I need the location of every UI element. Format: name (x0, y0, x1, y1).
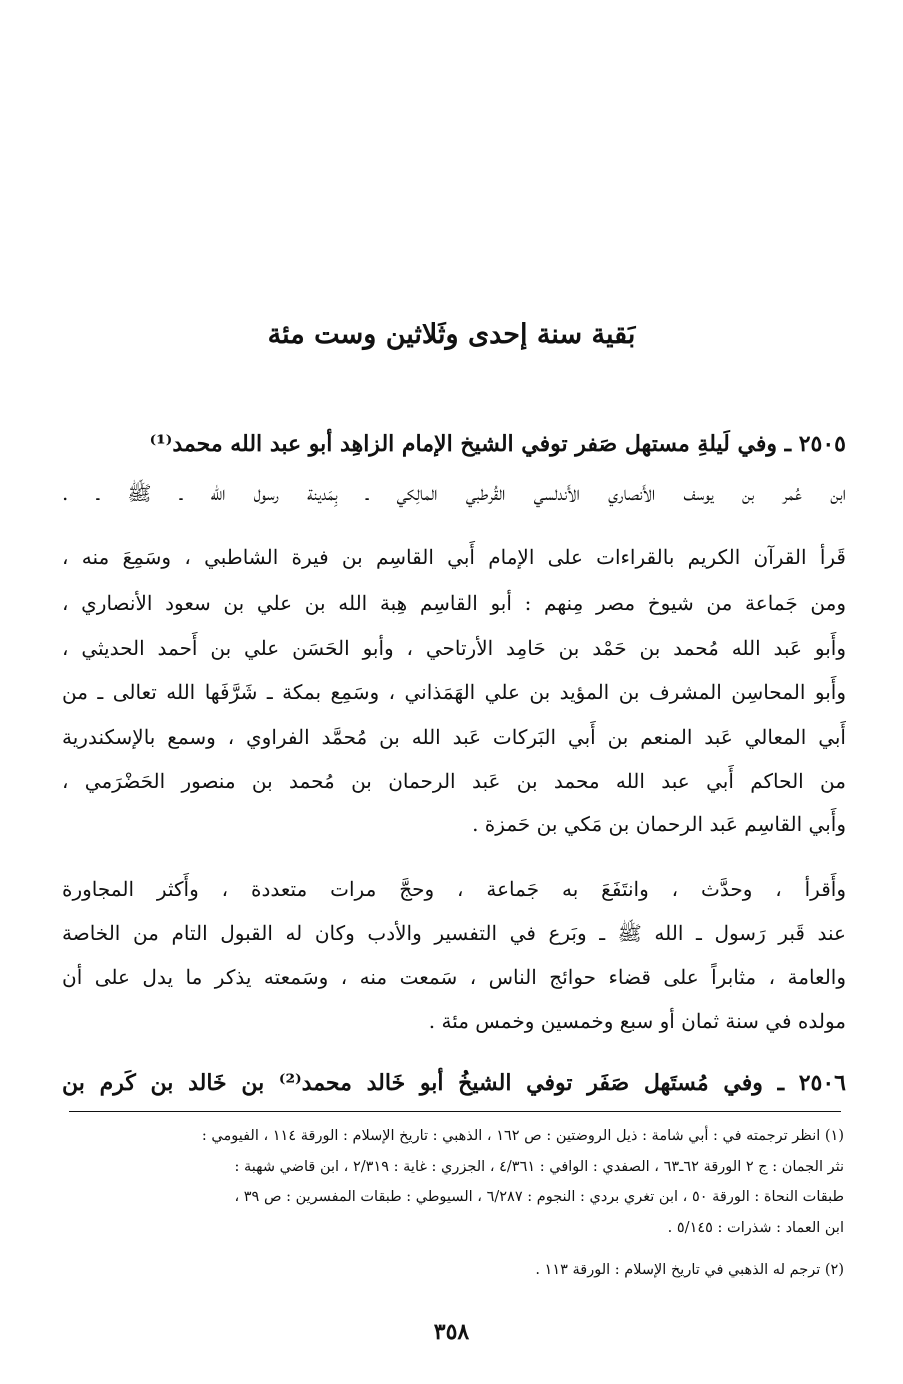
footnote-1-line-2: نثر الجمان : ج ٢ الورقة ٦٢ـ٦٣ ، الصفدي : الوافي : ٤/٣٦١ ، الجزري : غاية : ٢/٣١٩ ، ابن قاضي شهبة : (234, 1159, 844, 1175)
footnote-1-line-1: (١) انظر ترجمته في : أبي شامة : ذيل الروضتين : ص ١٦٢ ، الذهبي : تاريخ الإسلام : الورقة ١١٤ ، الفيومي : (201, 1128, 844, 1144)
paragraph-1-line-3: وأَبو عَبد الله مُحمد بن حَمْد بن حَامِد الأرتاحي ، وأبو الحَسَن علي بن أَحمد الحديثي ، (62, 636, 846, 660)
paragraph-2-line-2: عند قَبر رَسول ـ الله ﷺ ـ وبَرع في التفسير والأدب وكان له القبول التام من الخاصة (62, 921, 846, 945)
footnote-1-line-4: ابن العماد : شذرات : ٥/١٤٥ . (667, 1220, 844, 1236)
section-heading: بَقية سنة إحدى وثَلاثين وست مئة (267, 319, 636, 350)
footnote-1-line-3: طبقات النحاة : الورقة ٥٠ ، ابن تغري بردي : النجوم : ٦/٢٨٧ ، السيوطي : طبقات المفسرين : ص ٣٩ ، (234, 1189, 844, 1205)
footnote-2-line: (٢) ترجم له الذهبي في تاريخ الإسلام : الورقة ١١٣ . (535, 1262, 844, 1278)
entry-2505-line-1: ٢٥٠٥ ـ وفي لَيلةِ مستهل صَفر توفي الشيخ الإمام الزاهِد أبو عبد الله محمد⁽¹⁾ (149, 431, 846, 457)
paragraph-1-line-7: وأَبي القاسِم عَبد الرحمان بن مَكي بن حَمزة . (472, 812, 846, 836)
page-number: ٣٥٨ (433, 1319, 470, 1345)
entry-2505-line-2: ابن عُمر بن يوسف الأَنصاري الأَندلسي القُرطبي المالِكي ـ بِمَدينة رسول الله ـ ﷺ ـ . (62, 481, 846, 505)
paragraph-2-line-3: والعامة ، مثابراً على قضاء حوائج الناس ، سَمعت منه ، وسَمعته يذكر ما يدل على أن (62, 965, 846, 989)
paragraph-1-line-4: وأَبو المحاسِن المشرف بن المؤيد بن علي الهَمَذاني ، وسَمِع بمكة ـ شَرَّفَها الله تعالى ـ من (62, 680, 846, 704)
footnote-divider (69, 1111, 841, 1112)
paragraph-1-line-5: أَبي المعالي عَبد المنعم بن أَبي البَركات عَبد الله بن مُحمَّد الفراوي ، وسمع بالإسكندرية (62, 725, 846, 749)
paragraph-2-line-1: وأَقرأ ، وحدَّث ، وانتَفَعَ به جَماعة ، وحجَّ مرات متعددة ، وأَكثر المجاورة (62, 877, 846, 901)
paragraph-1-line-1: قَرأ القرآن الكريم بالقراءات على الإمام أَبي القاسِم بن فيرة الشاطبي ، وسَمِعَ منه ، (62, 545, 846, 569)
paragraph-2-line-4: مولده في سنة ثمان أو سبع وخمسين وخمس مئة . (428, 1009, 846, 1033)
entry-2506-line: ٢٥٠٦ ـ وفي مُستَهل صَفَر توفي الشيخُ أبو خَالد محمد⁽²⁾ بن خَالد بن كَرم بن (62, 1070, 846, 1096)
paragraph-1-line-2: ومن جَماعة من شيوخ مصر مِنهم : أبو القاسِم هِبة الله بن علي بن سعود الأنصاري ، (62, 591, 846, 615)
paragraph-1-line-6: من الحاكم أَبي عبد الله محمد بن عَبد الرحمان بن مُحمد بن منصور الحَضْرَمي ، (62, 769, 846, 793)
